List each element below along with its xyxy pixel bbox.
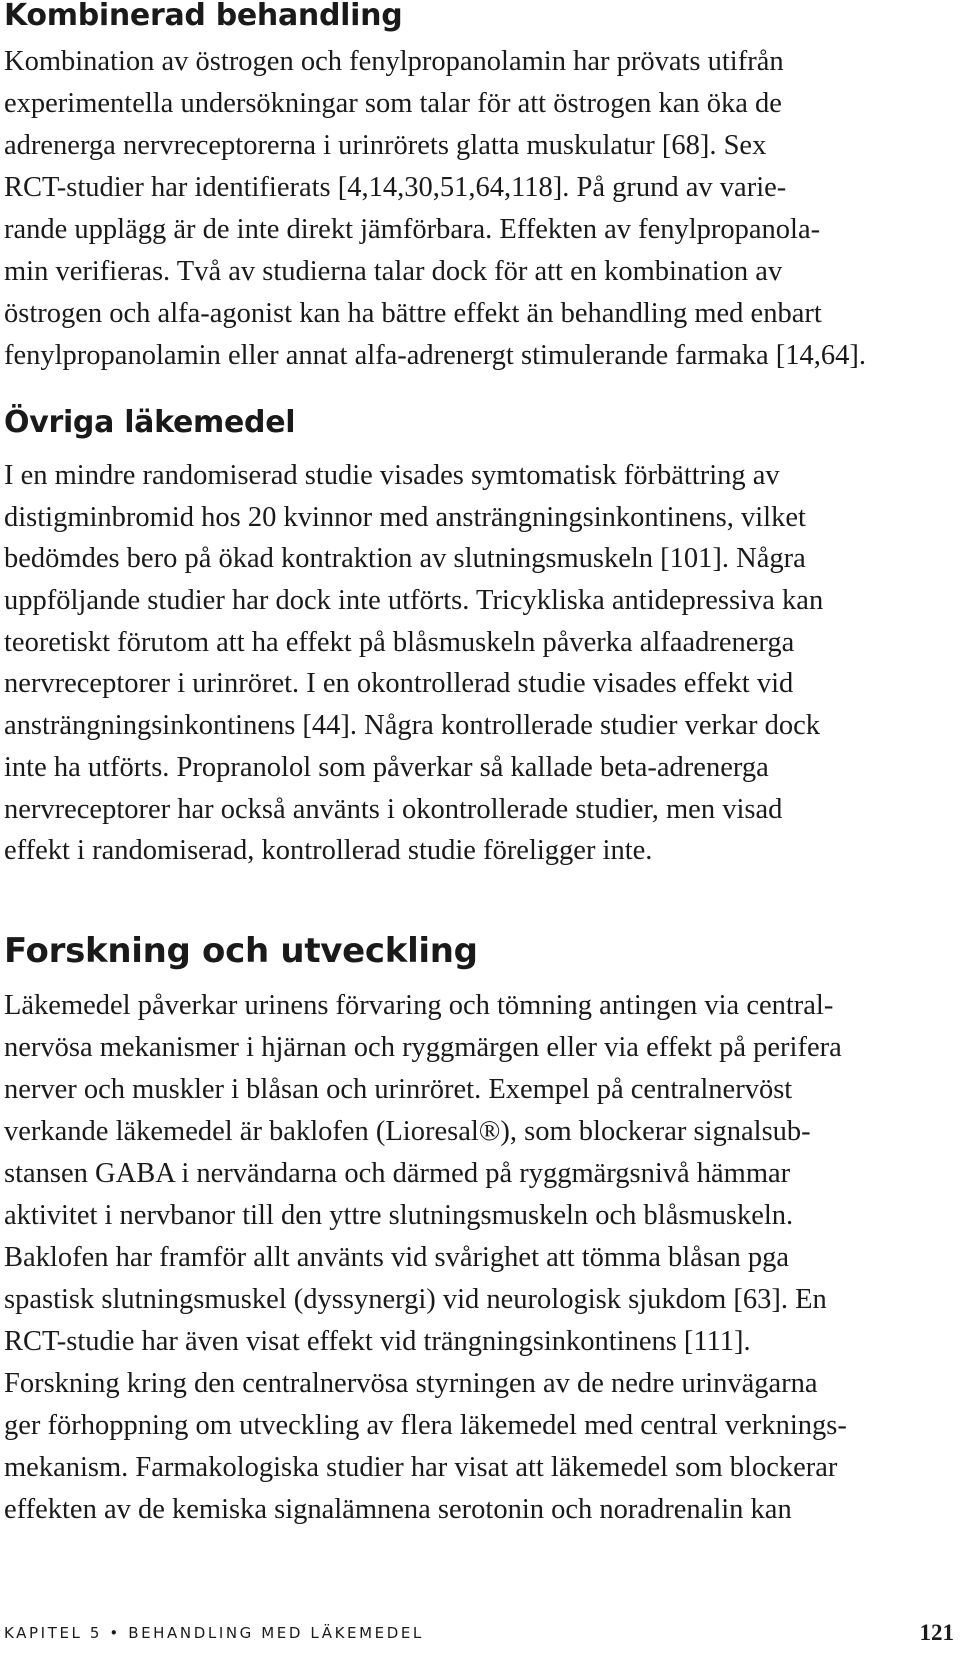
text-line: Kombination av östrogen och fenylpropanolamin har prövats utifrån	[4, 46, 784, 77]
text-line: aktivitet i nervbanor till den yttre slutningsmuskeln och blåsmuskeln.	[4, 1200, 794, 1231]
text-line: I en mindre randomiserad studie visades symtomatisk förbättring av	[4, 460, 780, 491]
text-line: östrogen och alfa-agonist kan ha bättre effekt än behandling med enbart	[4, 298, 822, 329]
section-body-kombinerad-behandling	[4, 41, 954, 377]
section-body-forskning-och-utveckling	[4, 985, 954, 1531]
section-heading-ovriga-lakemedel: Övriga läkemedel	[4, 405, 296, 440]
text-line: mekanism. Farmakologiska studier har visat att läkemedel som blockerar	[4, 1452, 838, 1483]
text-line: Baklofen har framför allt använts vid svårighet att tömma blåsan pga	[4, 1242, 790, 1273]
page-number: 121	[919, 1620, 954, 1645]
text-line: adrenerga nervreceptorerna i urinrörets glatta muskulatur [68]. Sex	[4, 130, 767, 161]
text-line: ansträngningsinkontinens [44]. Några kontrollerade studier verkar dock	[4, 710, 820, 742]
text-line: experimentella undersökningar som talar för att östrogen kan öka de	[4, 88, 782, 119]
text-line: uppföljande studier har dock inte utförts. Tricykliska antidepressiva kan	[4, 585, 824, 617]
text-line: distigminbromid hos 20 kvinnor med ansträngningsinkontinens, vilket	[4, 501, 806, 533]
text-line: rande upplägg är de inte direkt jämförbara. Effekten av fenylpropanola-	[4, 214, 821, 245]
text-line: verkande läkemedel är baklofen (Lioresal®), som blockerar signalsub-	[4, 1116, 811, 1147]
running-footer-chapter: KAPITEL 5 • BEHANDLING MED LÄKEMEDEL	[4, 1624, 424, 1642]
text-line: Läkemedel påverkar urinens förvaring och tömning antingen via central-	[4, 990, 834, 1021]
text-line: bedömdes bero på ökad kontraktion av slutningsmuskeln [101]. Några	[4, 543, 806, 575]
text-line: nervreceptorer har också använts i okontrollerade studier, men visad	[4, 793, 783, 825]
text-line: nervreceptorer i urinröret. I en okontrollerad studie visades effekt vid	[4, 668, 794, 700]
section-body-ovriga-lakemedel	[4, 455, 954, 872]
page-footer	[4, 1622, 954, 1650]
section-heading-kombinerad-behandling: Kombinerad behandling	[4, 0, 403, 33]
text-line: nervösa mekanismer i hjärnan och ryggmärgen eller via effekt på perifera	[4, 1032, 842, 1063]
text-line: teoretiskt förutom att ha effekt på blåsmuskeln påverka alfaadrenerga	[4, 626, 795, 658]
text-line: min verifieras. Två av studierna talar dock för att en kombination av	[4, 256, 783, 287]
text-line: Forskning kring den centralnervösa styrningen av de nedre urinvägarna	[4, 1368, 818, 1399]
text-line: effekt i randomiserad, kontrollerad studie föreligger inte.	[4, 835, 653, 867]
text-line: RCT-studie har även visat effekt vid trängningsinkontinens [111].	[4, 1326, 751, 1357]
text-line: spastisk slutningsmuskel (dyssynergi) vid neurologisk sjukdom [63]. En	[4, 1284, 827, 1315]
text-line: fenylpropanolamin eller annat alfa-adrenergt stimulerande farmaka [14,64].	[4, 340, 867, 371]
section-heading-forskning-och-utveckling: Forskning och utveckling	[4, 931, 478, 971]
text-line: stansen GABA i nervändarna och därmed på ryggmärgsnivå hämmar	[4, 1158, 791, 1189]
text-line: ger förhoppning om utveckling av flera läkemedel med central verknings-	[4, 1410, 847, 1441]
text-line: RCT-studier har identifierats [4,14,30,51,64,118]. På grund av varie-	[4, 172, 787, 203]
text-line: inte ha utförts. Propranolol som påverkar så kallade beta-adrenerga	[4, 751, 769, 783]
text-line: nerver och muskler i blåsan och urinröret. Exempel på centralnervöst	[4, 1074, 793, 1105]
text-line: effekten av de kemiska signalämnena serotonin och noradrenalin kan	[4, 1494, 792, 1525]
